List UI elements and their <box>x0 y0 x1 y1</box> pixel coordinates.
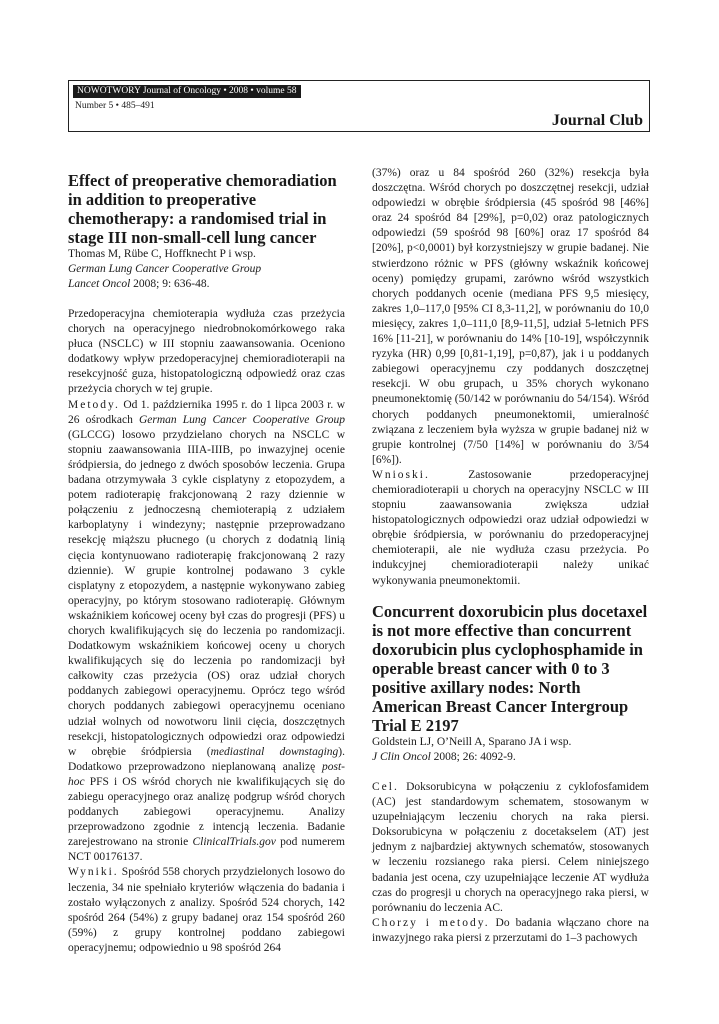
methods-text-e: pod numerem NCT 00176137. <box>68 836 345 864</box>
right-column-continuation <box>372 166 649 589</box>
methods-group-italic: German Lung Cancer Cooperative Group <box>138 413 345 426</box>
article1-authors: Thomas M, Rübe C, Hoffknecht P i wsp. <box>68 248 256 260</box>
issue-info: Number 5 • 485–491 <box>75 101 155 111</box>
article2-aim <box>372 780 649 916</box>
journal-header <box>68 80 650 132</box>
results-label: Wyniki. <box>68 866 119 879</box>
article1-intro: Przedoperacyjna chemioterapia wydłuża czas przeżycia chorych na operacyjnego niedrobnokomórkowego raka płuca (NSCLC) w III stopniu zaawansowania. Oceniono dodatkowy wpływ przedoperacyjnej chemioradioterapii na resekcyjność guza, histopatologiczną odpowiedź oraz czas przeżycia chorych w tej grupie. <box>68 308 345 396</box>
results-text-left: Spośród 558 chorych przydzielonych losowo do leczenia, 34 nie spełniało kryteriów włączenia do badania i zostało wyłączonych z analizy. Spośród 524 chorych, 142 spośród 264 (54%) z grupy badanej oraz 154 spośród 260 (59%) z grupy kontrolnej poddano zabiegowi operacyjnemu; odpowiednio u 98 spośród 264 <box>68 866 345 954</box>
aim-label: Cel. <box>372 781 399 793</box>
article2 <box>372 602 649 946</box>
article1-group <box>68 262 345 277</box>
methods-text-c: ). Dodatkowo przeprowadzono nieplanowaną analizę <box>68 745 345 773</box>
article2-title: Concurrent doxorubicin plus docetaxel is not more effective than concurrent doxorubicin plus cyclophosphamide in operable breast cancer with 0 to 3 positive axillary nodes: North American Breast Cancer Intergroup Trial E 2197 <box>372 602 648 735</box>
methods-label: Metody. <box>68 398 120 411</box>
journal-name-bar: NOWOTWORY Journal of Oncology • 2008 • volume 58 <box>73 85 301 98</box>
section-title: Journal Club <box>551 112 643 129</box>
article1-results-start <box>68 865 345 956</box>
methods-downstaging-italic: mediastinal downstaging <box>210 745 339 758</box>
article2-citation-rest: 2008; 26: 4092-9. <box>430 751 516 763</box>
left-column <box>68 168 345 956</box>
article1-methods <box>68 398 345 866</box>
article1-group-text: German Lung Cancer Cooperative Group <box>68 263 262 275</box>
methods-site-italic: ClinicalTrials.gov <box>192 836 276 849</box>
methods-posthoc-italic: post-hoc <box>68 760 345 788</box>
conclusions-text: Zastosowanie przedoperacyjnej chemioradioterapii u chorych na operacyjny NSCLC w III stopniu zaawansowania zwiększa udział histopatologicznych odpowiedzi oraz udział odpowiedzi w obrębie śródpiersia, w porównaniu do przedoperacyjnej chemioterapii, ale nie wydłuża czasu przeżycia. Po indukcyjnej chemioradioterapii należy unikać wykonywania pneumonektomii. <box>372 468 649 587</box>
article1-citation <box>68 277 345 292</box>
patients-text: Do badania włączano chore na inwazyjnego raka piersi z przerzutami do 1–3 pachowych <box>372 916 650 944</box>
aim-text: Doksorubicyna w połączeniu z cyklofosfamidem (AC) jest standardowym schematem, stosowanym w uzupełniającym leczeniu chorych na raka piersi. Doksorubicyna w połączeniu z docetakselem (AT) jest jednym z najbardziej aktywnych schematów, stosowanych w leczeniu rozsianego raka piersi. Celem niniejszego badania jest ocena, czy uzupełniające leczenie AT wydłuża czas do progresji u chorych na operacyjnego raka piersi, w porównaniu do leczenia AC. <box>372 781 649 914</box>
article1-journal: Lancet Oncol <box>68 278 131 290</box>
methods-text-b: (GLCCG) losowo przydzielano chorych na NSCLC w stopniu zaawansowania IIIA-IIIB, po inwazyjnej ocenie śródpiersia, do jednego z dwóch sposobów leczenia. Grupa badana otrzymywała 3 cykle cisplatyny z etopozydem, a potem radioterapię frakcjonowaną 2 razy dziennie w połączeniu z jednoczesną chemioterapią z udziałem karboplatyny i windezyny; następnie przeprowadzano resekcję miąższu płucnego (u chorych z dodatnią linią cięcia kontynuowano radioterapię frakcjonowaną 2 razy dziennie). W grupie kontrolnej podawano 3 cykle cisplatyny z etopozydem, a następnie wykonywano zabieg operacyjny, po którym stosowano radioterapię. Głównym wskaźnikiem końcowej oceny był czas do progresji (PFS) u chorych kwalifikujących się do leczenia po randomizacji. Dodatkowym wskaźnikiem końcowej oceny u chorych kwalifikujących się do leczenia po randomizacji był całkowity czas przeżycia (OS) oraz udział chorych poddanych zabiegowi operacyjnemu. Oprócz tego wśród chorych poddanych zabiegowi operacyjnemu oceniano udział wolnych od nowotworu linii cięcia, doszczętnych resekcji, histopatologicznych odpowiedzi oraz odpowiedzi w obrębie śródpiersia ( <box>68 428 345 758</box>
article1-conclusions <box>372 468 649 589</box>
methods-text-a: Od 1. października 1995 r. do 1 lipca 2003 r. w 26 ośrodkach <box>68 398 345 426</box>
article1-title: Effect of preoperative chemoradiation in addition to preoperative chemotherapy: a randomised trial in stage III non-small-cell lung cancer <box>68 171 337 247</box>
article1-results-cont: (37%) oraz u 84 spośród 260 (32%) resekcja była doszczętna. Wśród chorych po doszczętnej resekcji, udział odpowiedzi w obrębie śródpiersia (45 spośród 98 [46%] oraz 24 spośród 84 [29%], p=0,02) oraz patologicznych odpowiedzi (59 spośród 98 [60%] oraz 17 spośród 84 [20%], p<0,0001) był korzystniejszy w grupie badanej. Nie stwierdzono różnic w PFS (główny wskaźnik końcowej oceny) pomiędzy grupami, zarówno wśród wszystkich chorych poddanych ocenie (mediana PFS 9,5 miesięcy, zakres 1,0–117,0 [95% CI 8,3-11,2], w porównaniu do 10,0 miesięcy, zakres 1,0–111,0 [8,9-11,5], udział 5-letnich PFS 16% [11-21], w porównaniu do 14% [10-19], współczynnik ryzyka (HR) 0,99 [0,81-1,19], p=0,87), jak i u poddanych zabiegowi operacyjnemu czy poddanych doszczętnej resekcji. W obu grupach, u 35% chorych wykonano pneumonektomię (50/142 w porównaniu do 54/154). Wśród chorych poddanych pneumonektomii, umieralność związana z leczeniem była wyższa w grupie badanej niż w grupie kontrolnej (7/50 [14%] w porównaniu do 3/54 [6%]). <box>372 167 649 466</box>
methods-text-d: PFS i OS wśród chorych nie kwalifikujących się do zabiegu operacyjnego oraz analizę podgrup wśród chorych poddanych zabiegowi operacyjnemu. Analizy przeprowadzono zgodnie z intencją leczenia. Badanie zarejestrowano na stronie <box>68 775 345 849</box>
article2-journal: J Clin Oncol <box>372 751 431 763</box>
conclusions-label: Wnioski. <box>372 468 430 481</box>
patients-label: Chorzy i metody. <box>372 916 490 929</box>
article2-patients <box>372 916 649 946</box>
article2-authors: Goldstein LJ, O’Neill A, Sparano JA i wsp. <box>372 736 572 748</box>
article2-citation <box>372 750 649 765</box>
article1-citation-rest: 2008; 9: 636-48. <box>130 278 210 290</box>
